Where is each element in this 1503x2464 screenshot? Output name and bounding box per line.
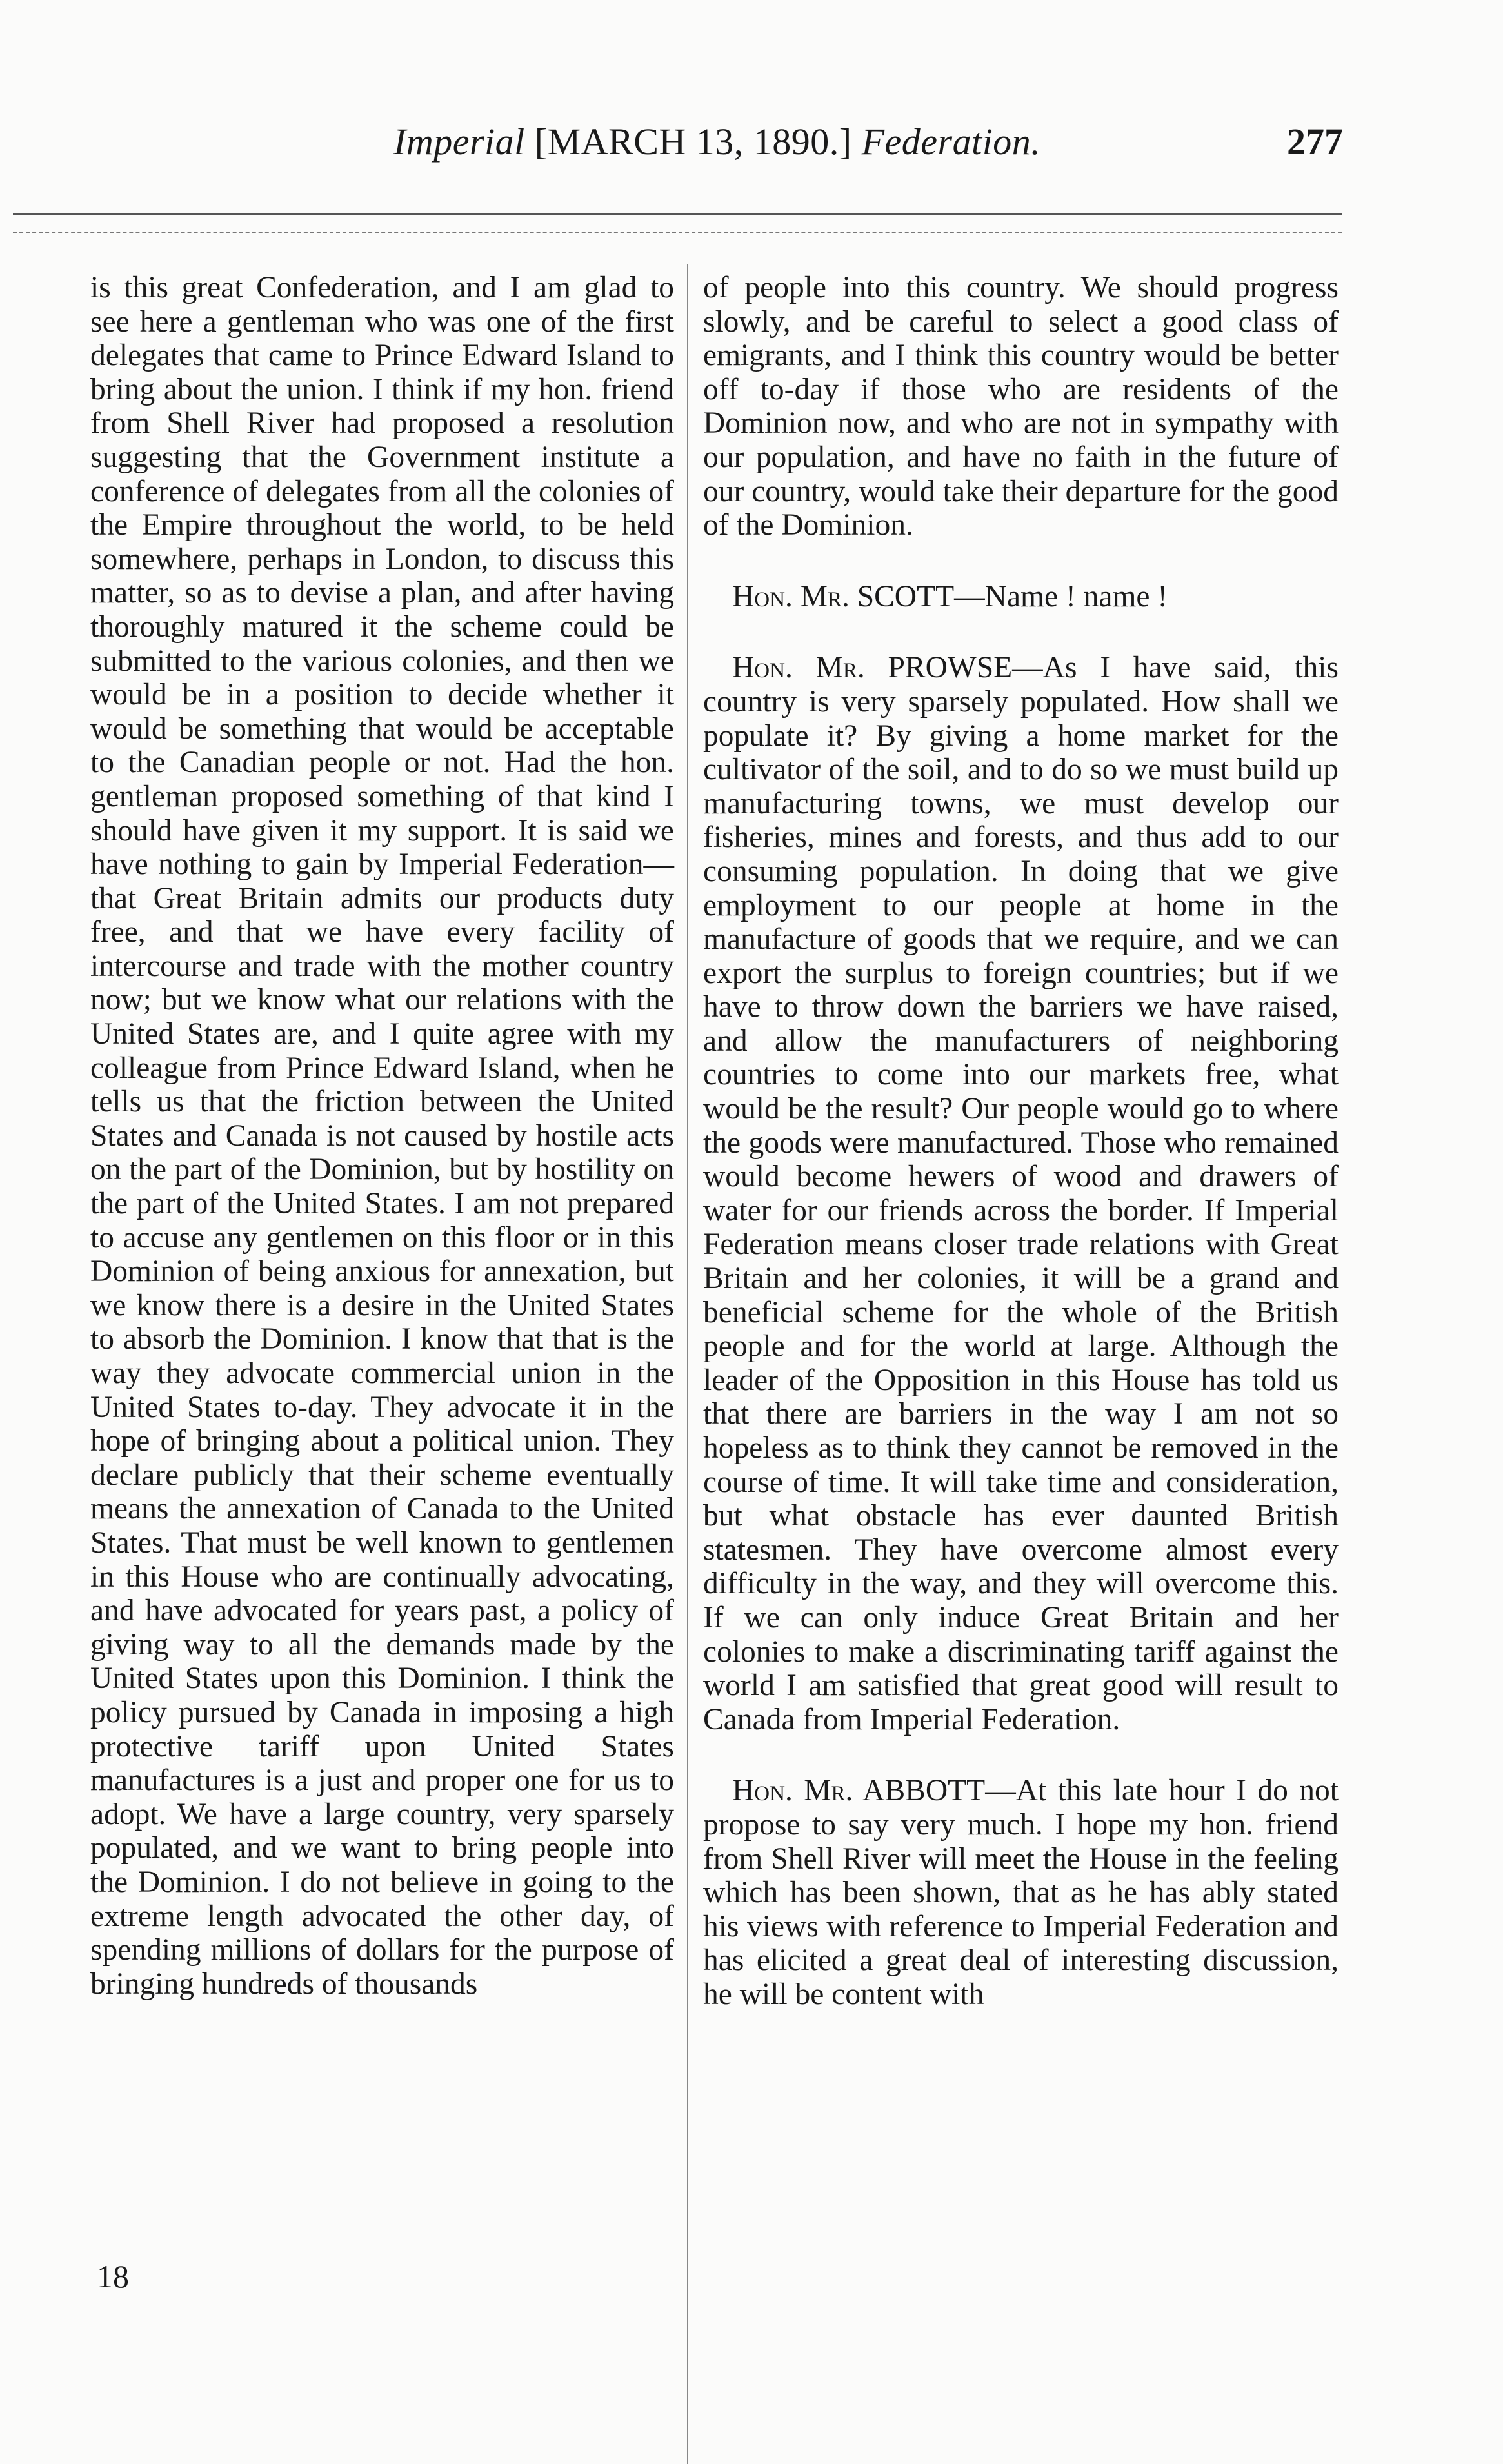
page-number: 277	[1287, 121, 1343, 163]
running-head-federation: Federation.	[861, 121, 1041, 163]
speech-scott-text: —Name ! name !	[954, 579, 1168, 613]
page-header	[0, 108, 1503, 166]
column-divider	[687, 264, 688, 2464]
speaker-scott: Hon. Mr. SCOTT	[732, 579, 955, 613]
right-paragraph-continuation: of people into this country. We should progress slowly, and be careful to select a good class of emigrants, and I think this country would be better off to-day if those who are residents of the Dominion now, and who are not in sympathy with our population, and have no faith in the future of our country, would take their departure for the good of the Dominion.	[703, 271, 1339, 542]
left-column-text: is this great Confederation, and I am glad to see here a gentleman who was one of the first delegates that came to Prince Edward Island to bring about the union. I think if my hon. friend from Shell River had proposed a resolution suggesting that the Government institute a conference of delegates from all the colonies of the Empire throughout the world, to be held somewhere, perhaps in London, to discuss this matter, so as to devise a plan, and after having thoroughly matured it the scheme could be submitted to the various colonies, and then we would be in a position to decide whether it would be something that would be acceptable to the Canadian people or not. Had the hon. gentleman proposed something of that kind I should have given it my support. It is said we have nothing to gain by Imperial Federation—that Great Britain admits our products duty free, and that we have every facility of intercourse and trade with the mother country now; but we know what our relations with the United States are, and I quite agree with my colleague from Prince Edward Island, when he tells us that the friction between the United States and Canada is not caused by hostile acts on the part of the Dominion, but by hostility on the part of the United States. I am not prepared to accuse any gentlemen on this floor or in this Dominion of being anxious for annexation, but we know there is a desire in the United States to absorb the Dominion. I know that that is the way they advocate commercial union in the United States to-day. They advocate it in the hope of bringing about a political union. They declare publicly that their scheme eventually means the annexation of Canada to the United States. That must be well known to gentlemen in this House who are continually advocating, and have advocated for years past, a policy of giving way to all the demands made by the United States upon this Dominion. I think the policy pursued by Canada in imposing a high protective tariff upon United States manufactures is a just and proper one for us to adopt. We have a large country, very sparsely populated, and we want to bring people into the Dominion. I do not believe in going to the extreme length advocated the other day, of spending millions of dollars for the purpose of bringing hundreds of thousands	[90, 271, 674, 2001]
speech-prowse	[703, 651, 1339, 1736]
speaker-prowse: Hon. Mr. PROWSE	[732, 651, 1013, 685]
left-column	[90, 271, 674, 2001]
speech-abbott	[703, 1774, 1339, 2011]
speech-scott	[703, 580, 1339, 614]
header-rule-dashed	[13, 232, 1342, 233]
running-head-imperial: Imperial	[393, 121, 525, 163]
right-column	[703, 271, 1339, 2012]
running-head-date: [MARCH 13, 1890.]	[534, 121, 852, 163]
speech-prowse-text: —As I have said, this country is very sparsely populated. How shall we populate it? By giving a home market for the cultivator of the soil, and to do so we must build up manufacturing towns, we must develop our fisheries, mines and forests, and thus add to our consuming population. In doing that we give employment to our people at home in the manufacture of goods that we require, and we can export the surplus to foreign countries; but if we have to throw down the barriers we have raised, and allow the manufacturers of neighboring countries to come into our markets free, what would be the result? Our people would go to where the goods were manufactured. Those who remained would become hewers of wood and drawers of water for our friends across the border. If Imperial Federation means closer trade relations with Great Britain and her colonies, it will be a grand and beneficial scheme for the whole of the British people and for the world at large. Although the leader of the Opposition in this House has told us that there are barriers in the way I am not so hopeless as to think they cannot be removed in the course of time. It will take time and consideration, but what obstacle has ever daunted British statesmen. They have overcome almost every difficulty in the way, and they will overcome this. If we can only induce Great Britain and her colonies to make a discriminating tariff against the world I am satisfied that great good will result to Canada from Imperial Federation.	[703, 651, 1339, 1736]
speaker-abbott: Hon. Mr. ABBOTT	[732, 1774, 986, 1808]
header-rule	[13, 213, 1342, 215]
signature-mark: 18	[97, 2258, 129, 2294]
speech-abbott-text: —At this late hour I do not propose to say very much. I hope my hon. friend from Shell River will meet the House in the feeling which has been shown, that as he has ably stated his views with reference to Imperial Federation and has elicited a great deal of interesting discussion, he will be content with	[703, 1774, 1339, 2011]
running-head	[393, 120, 1040, 163]
